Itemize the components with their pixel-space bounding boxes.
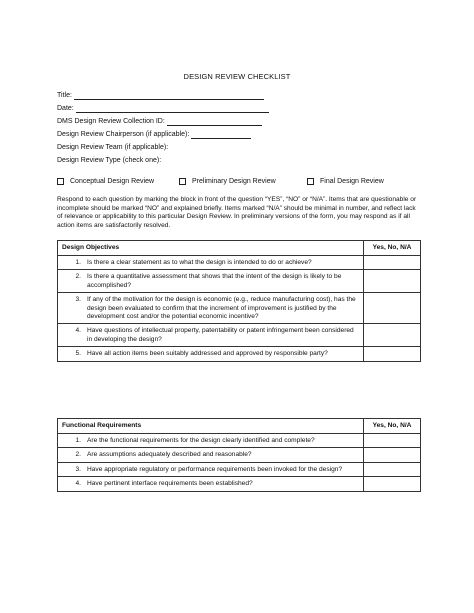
question-number: 4. bbox=[75, 327, 81, 335]
question-text: Are assumptions adequately described and reasonable? bbox=[87, 451, 252, 459]
checkbox-icon[interactable] bbox=[179, 178, 186, 185]
answer-cell[interactable] bbox=[364, 293, 421, 324]
conceptual-option[interactable] bbox=[57, 178, 154, 185]
answer-cell[interactable] bbox=[364, 256, 421, 270]
question-number: 1. bbox=[75, 259, 81, 266]
table-row bbox=[58, 293, 421, 324]
question-text: Are the functional requirements for the design clearly identified and complete? bbox=[87, 437, 315, 444]
answer-cell[interactable] bbox=[364, 434, 421, 448]
question-text: Have pertinent interface requirements been established? bbox=[87, 480, 253, 488]
table-row bbox=[58, 324, 421, 347]
question-text: Have questions of intellectual property, patentability or patent infringement been considered in developing the design? bbox=[87, 327, 354, 343]
chairperson-label: Design Review Chairperson (if applicable): bbox=[57, 131, 190, 138]
question-text: If any of the motivation for the design is economic (e.g., reduce manufacturing cost), has the design been evaluated to confirm that the increment of improvement is justified by the development cost and/or the potential economic incentive? bbox=[87, 296, 356, 321]
question-text: Is there a quantitative assessment that shows that the intent of the design is likely to be accomplished? bbox=[87, 273, 342, 289]
dms-id-field bbox=[57, 117, 262, 126]
date-label: Date: bbox=[57, 105, 74, 112]
question-text: Is there a clear statement as to what the design is intended to do or achieve? bbox=[87, 259, 312, 266]
conceptual-label: Conceptual Design Review bbox=[70, 178, 155, 185]
question-number: 2. bbox=[75, 451, 81, 459]
preliminary-option[interactable] bbox=[179, 178, 276, 185]
team-label: Design Review Team (if applicable): bbox=[57, 144, 169, 151]
chairperson-field bbox=[57, 130, 251, 139]
instructions-text: Respond to each question by marking the block in front of the question “YES”, “NO” or “N/A”. Items that are questionable or incomplete should be marked “NO” and explained briefly. Items marked “N/A” should be minimal in number, and reflect lack of relevance or applicability to this particular Design Review. In preliminary versions of the form, you may respond as if all action items are satisfactorily resolved. bbox=[57, 196, 417, 229]
answer-cell[interactable] bbox=[364, 477, 421, 491]
answer-cell[interactable] bbox=[364, 324, 421, 347]
checkbox-icon[interactable] bbox=[307, 178, 314, 185]
question-number: 3. bbox=[75, 296, 81, 304]
table-row bbox=[58, 448, 421, 462]
answer-cell[interactable] bbox=[364, 270, 421, 293]
checkbox-icon[interactable] bbox=[57, 178, 64, 185]
title-input-line[interactable] bbox=[74, 92, 264, 100]
table-row bbox=[58, 270, 421, 293]
design-objectives-table bbox=[57, 240, 421, 362]
title-field bbox=[57, 91, 264, 100]
table-row bbox=[58, 462, 421, 476]
team-field bbox=[57, 143, 168, 152]
question-text: Have appropriate regulatory or performance requirements been invoked for the design? bbox=[87, 465, 343, 473]
question-text: Have all action items been suitably addressed and approved by responsible party? bbox=[87, 350, 328, 358]
final-option[interactable] bbox=[307, 178, 384, 185]
table-row bbox=[58, 434, 421, 448]
table-row bbox=[58, 477, 421, 491]
title-label: Title: bbox=[57, 92, 72, 99]
table-row bbox=[58, 347, 421, 361]
answer-column-header: Yes, No, N/A bbox=[364, 241, 421, 256]
question-number: 1. bbox=[75, 437, 81, 444]
answer-cell[interactable] bbox=[364, 462, 421, 476]
chairperson-input-line[interactable] bbox=[191, 131, 251, 139]
design-objectives-header: Design Objectives bbox=[58, 241, 364, 256]
document-title: DESIGN REVIEW CHECKLIST bbox=[183, 72, 291, 81]
final-label: Final Design Review bbox=[320, 178, 384, 185]
preliminary-label: Preliminary Design Review bbox=[192, 178, 276, 185]
date-input-line[interactable] bbox=[76, 105, 269, 113]
question-number: 4. bbox=[75, 480, 81, 488]
date-field bbox=[57, 104, 269, 113]
answer-cell[interactable] bbox=[364, 448, 421, 462]
question-number: 5. bbox=[75, 350, 81, 358]
dms-id-input-line[interactable] bbox=[167, 118, 262, 126]
question-number: 3. bbox=[75, 465, 81, 473]
dms-id-label: DMS Design Review Collection ID: bbox=[57, 118, 165, 125]
table-header-row bbox=[58, 241, 421, 256]
table-row bbox=[58, 256, 421, 270]
review-type-options bbox=[57, 178, 427, 188]
question-number: 2. bbox=[75, 273, 81, 281]
functional-requirements-table bbox=[57, 418, 421, 492]
answer-column-header: Yes, No, N/A bbox=[364, 419, 421, 434]
review-type-label: Design Review Type (check one): bbox=[57, 157, 162, 164]
answer-cell[interactable] bbox=[364, 347, 421, 361]
review-type-field bbox=[57, 156, 161, 165]
table-header-row bbox=[58, 419, 421, 434]
functional-requirements-header: Functional Requirements bbox=[58, 419, 364, 434]
